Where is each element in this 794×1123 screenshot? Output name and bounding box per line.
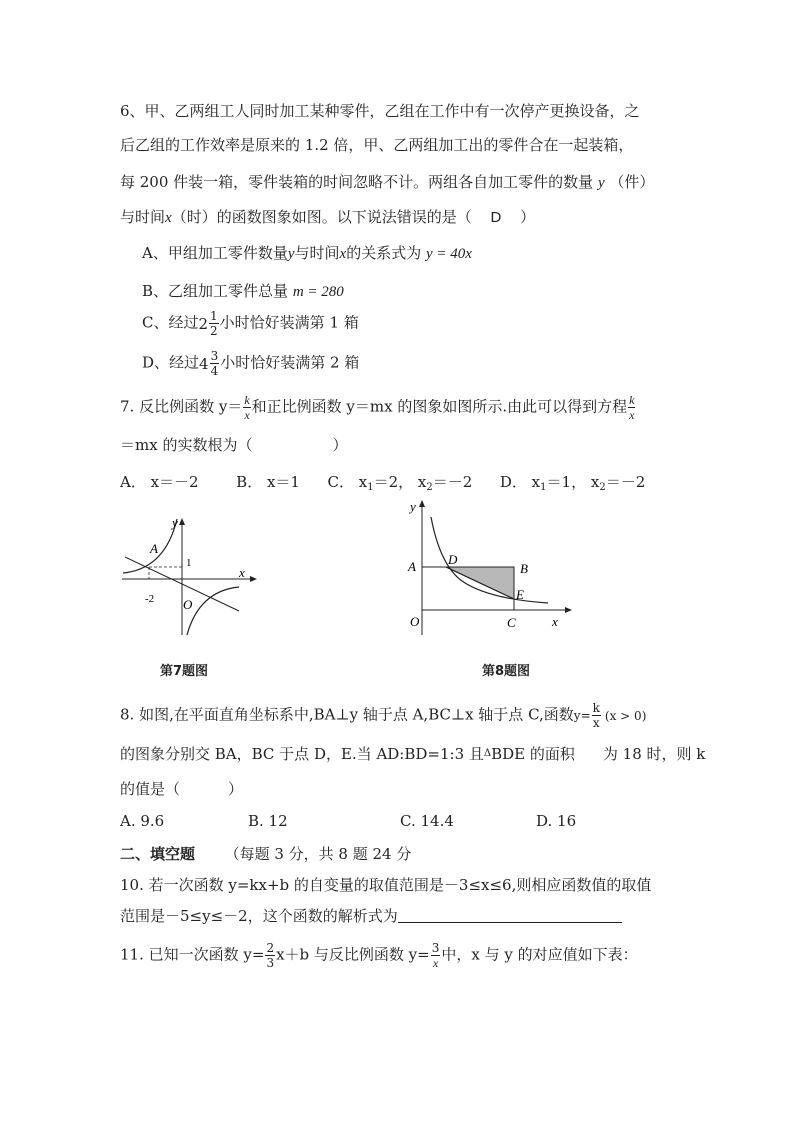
fraction-k-over-x: $\frac{k}{x}$: [592, 701, 600, 730]
q8-option-a: A. 9.6: [120, 812, 165, 830]
fraction-k-over-x: $\frac{k}{x}$: [629, 393, 635, 422]
x-axis-arrow: [250, 576, 257, 582]
label-a: A: [150, 541, 158, 556]
q6-option-c: C、经过2 $\frac{1}{2}$ 小时恰好装满第 1 箱: [142, 309, 359, 338]
fraction-3-over-x: $\frac{3}{x}$: [431, 941, 440, 970]
section-title: 二、填空题: [120, 845, 196, 863]
q7-options: [120, 471, 645, 493]
fraction: $\frac{3}{4}$: [210, 349, 219, 378]
answer-blank[interactable]: [398, 908, 622, 923]
q6-option-d: D、经过4 $\frac{3}{4}$ 小时恰好装满第 2 箱: [142, 349, 360, 378]
label-y: y: [410, 499, 416, 514]
label-x: x: [239, 565, 245, 580]
q7-option-d: D． $x_1=1$， $x_2=-2$: [499, 473, 646, 493]
figure-7-caption: 第7题图: [160, 664, 209, 679]
q11-line: 11. 已知一次函数 y= $\frac{2}{3}$ x＋b 与反比例函数 y= $\frac{3}{x}$ 中，x 与 y 的对应值如下表：: [120, 941, 638, 970]
q6-line1: 6、甲、乙两组工人同时加工某种零件，乙组在工作中有一次停产更换设备，之: [120, 102, 640, 120]
y-axis-arrow: [419, 500, 425, 507]
label-b: B: [520, 561, 528, 576]
label-e: E: [516, 587, 524, 602]
label-d: D: [448, 552, 458, 567]
label-a: A: [408, 559, 416, 574]
label-o: O: [410, 614, 420, 629]
q6-line2: 后乙组的工作效率是原来的 1.2 倍，甲、乙两组加工出的零件合在一起装箱，: [120, 136, 634, 154]
section-note: （每题 3 分，共 8 题 24 分: [224, 845, 412, 863]
hyperbola-branch-4th-quadrant: [187, 587, 239, 635]
label-o: O: [183, 597, 193, 612]
label-c: C: [507, 615, 516, 630]
label-y: y: [172, 515, 178, 530]
q7-option-a: A． x＝－2: [120, 473, 199, 491]
q7-line2: ＝mx 的实数根为（ ）: [120, 436, 348, 454]
section-2-heading: [120, 843, 411, 864]
q8-line3: 的值是（ ）: [120, 780, 244, 798]
q8-line2: 的图象分别交 BA，BC 于点 D，E.当 AD:BD=1:3 且$^\Delta$BDE 的面积 为 18 时，则 k: [120, 745, 706, 763]
label-x: x: [552, 614, 558, 629]
q8-line1: 8. 如图,在平面直角坐标系中,BA⊥y 轴于点 A,BC⊥x 轴于点 C,函数y= $\frac{k}{x}$ (x > 0): [120, 701, 647, 730]
q6-answer: D: [490, 209, 502, 226]
q10-line1: 10. 若一次函数 y=kx+b 的自变量的取值范围是－3≤x≤6,则相应函数值的取值: [120, 876, 652, 894]
q7-option-c: C． $x_1=2$， $x_2=-2$: [327, 473, 473, 493]
label-1: 1: [186, 557, 192, 569]
q6-line3: 每 200 件装一箱，零件装箱的时间忽略不计。两组各自加工零件的数量 y （件）: [120, 173, 655, 191]
x-axis-arrow: [565, 607, 572, 613]
figure-7: [115, 505, 265, 645]
q8-option-c: C. 14.4: [400, 812, 454, 830]
y-axis-arrow: [179, 518, 185, 525]
q6-option-b: B、乙组加工零件总量 m = 280: [142, 282, 344, 300]
q8-option-b: B. 12: [248, 812, 288, 830]
label-neg2: -2: [145, 593, 155, 605]
q6-line4: 与时间x（时）的函数图象如图。以下说法错误的是（ D ）: [120, 208, 536, 226]
q7-line1: 7. 反比例函数 y＝ $\frac{k}{x}$ 和正比例函数 y＝mx 的图象如图所示.由此可以得到方程 $\frac{k}{x}$: [120, 393, 635, 422]
q8-option-d: D. 16: [536, 812, 577, 830]
figure-8-caption: 第8题图: [482, 664, 531, 679]
figure-8: [400, 495, 580, 640]
q10-line2: 范围是－5≤y≤－2，这个函数的解析式为: [120, 905, 622, 926]
fraction: $\frac{1}{2}$: [210, 309, 218, 338]
q6-option-a: A、甲组加工零件数量y与时间x的关系式为 y = 40x: [142, 244, 472, 262]
fraction-2-over-3: $\frac{2}{3}$: [266, 941, 275, 970]
fraction-k-over-x: $\frac{k}{x}$: [244, 393, 250, 422]
q7-option-b: B． x＝1: [236, 473, 300, 491]
